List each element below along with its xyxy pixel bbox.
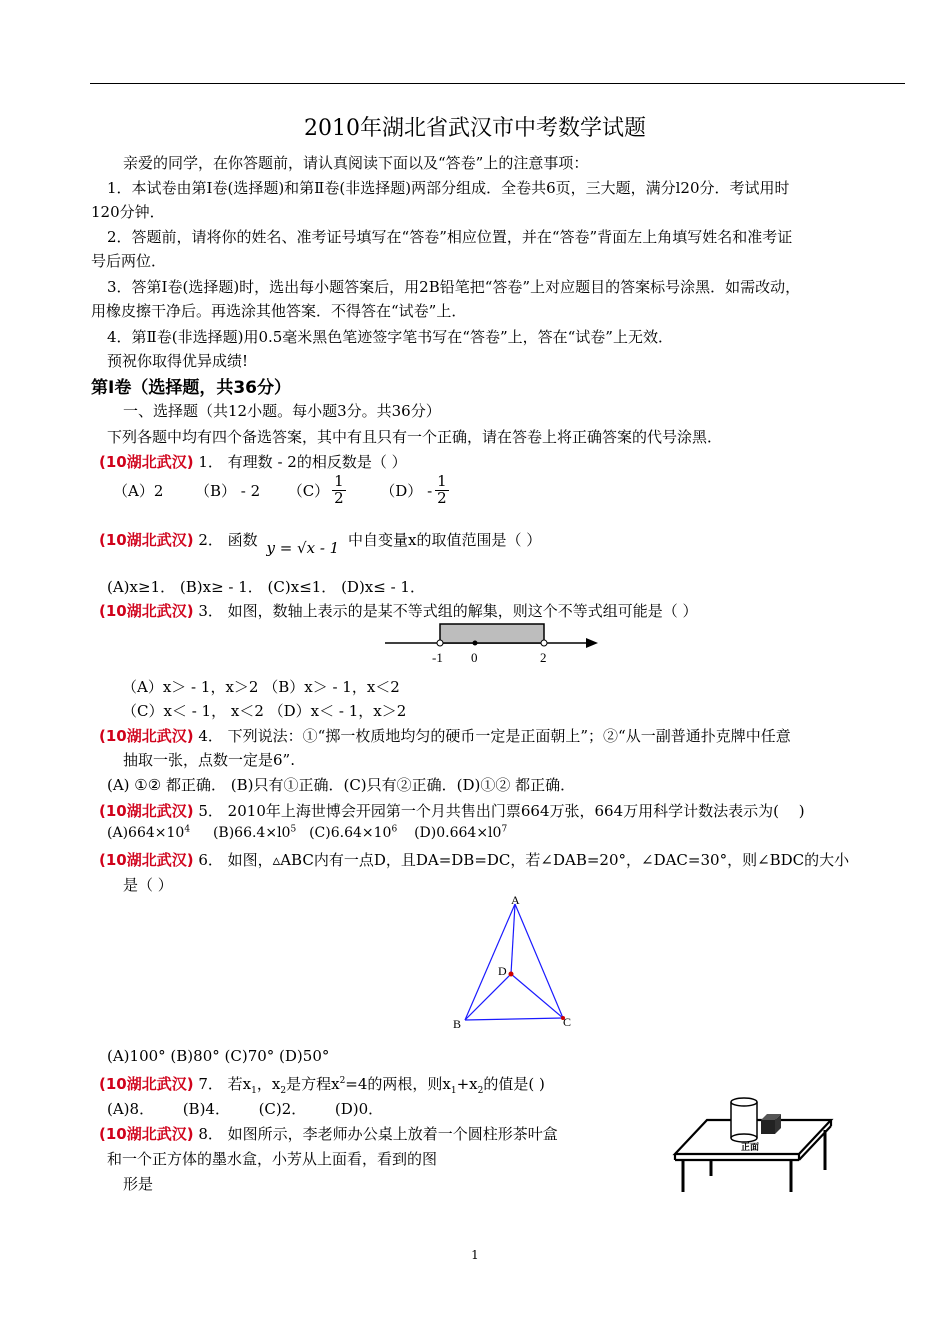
axis-label-neg1: -1	[432, 650, 443, 665]
fraction-denominator: 2	[334, 488, 344, 507]
label-a: A	[511, 893, 520, 907]
cylinder-base	[731, 1134, 757, 1142]
question-3-text: 3． 如图，数轴上表示的是某不等式组的解集，则这个不等式组可能是（ ）	[198, 602, 698, 620]
option-d	[414, 825, 507, 841]
option-a-exponent: 4	[184, 824, 191, 834]
instruction-1-line2: 120分钟．	[91, 203, 165, 221]
question-7-text-pre: 7． 若x	[198, 1075, 252, 1093]
fraction-numerator: 1	[437, 472, 447, 490]
question-2-formula: y = √x - 1	[266, 539, 340, 557]
question-7-stem	[99, 1073, 545, 1096]
source-tag: (10湖北武汉)	[99, 727, 194, 745]
header-rule	[90, 83, 905, 84]
page-number: 1	[471, 1248, 479, 1262]
segment-cd	[511, 974, 563, 1018]
label-b: B	[453, 1017, 462, 1031]
subscript-1: 1	[251, 1086, 257, 1096]
cylinder-body	[731, 1102, 757, 1138]
desk-figure	[665, 1090, 845, 1200]
question-1-text: 1． 有理数 - 2的相反数是（ ）	[198, 453, 407, 471]
option-c-exponent: 6	[391, 824, 398, 834]
axis-label-0: 0	[471, 650, 478, 665]
instruction-2-line2: 号后两位．	[91, 252, 167, 270]
question-5-text: 5． 2010年上海世博会开园第一个月共售出门票664万张，664万用科学计数法表示为( )	[198, 802, 805, 820]
segment-ad	[511, 904, 515, 974]
option-c-base: (C)6.64×10	[309, 824, 392, 841]
segment-bd	[465, 974, 511, 1020]
question-7-text: +x	[456, 1075, 478, 1093]
source-tag: (10湖北武汉)	[99, 453, 194, 471]
question-1-stem	[99, 451, 407, 472]
question-4-stem	[99, 725, 791, 746]
instruction-3-line1: 3．答第Ⅰ卷(选择题)时，选出每小题答案后，用2B铅笔把“答卷”上对应题目的答案标号涂黑．如需改动，	[107, 278, 801, 296]
point-d	[509, 972, 514, 977]
triangle-figure	[445, 890, 585, 1035]
instruction-2-line1: 2．答题前，请将你的姓名、准考证号填写在“答卷”相应位置，并在“答卷”背面左上角填写姓名和准考证	[107, 228, 793, 246]
cylinder-tea-box	[731, 1098, 757, 1142]
question-6-text-line1: 6． 如图，▵ABC内有一点D，且DA=DB=DC，若∠DAB=20°，∠DAC=30°，则∠BDC的大小	[198, 851, 850, 869]
option-b-exponent: 5	[290, 824, 297, 834]
cylinder-top	[731, 1098, 757, 1106]
option-d-label: （D） -	[380, 481, 433, 500]
question-7-text-post: 的值是( )	[483, 1075, 545, 1093]
cube-ink-box	[761, 1114, 781, 1134]
question-7-options: (A)8． (B)4． (C)2． (D)0．	[107, 1100, 384, 1118]
superscript-2: 2	[339, 1076, 346, 1086]
section-subheading: 一、选择题（共12小题。每小题3分。共36分）	[123, 402, 441, 420]
edge-ab	[465, 904, 515, 1020]
question-4-options: (A) ①② 都正确． (B)只有①正确．(C)只有②正确．(D)①② 都正确．	[107, 776, 576, 794]
section-description: 下列各题中均有四个备选答案，其中有且只有一个正确，请在答卷上将正确答案的代号涂黑．	[107, 428, 723, 446]
option-c-label: （C）	[287, 481, 330, 500]
question-8-text-line2: 和一个正方体的墨水盒，小芳从上面看，看到的图	[107, 1150, 438, 1168]
option-d-exponent: 7	[501, 824, 508, 834]
option-c	[309, 825, 397, 841]
question-3-options-ab: （A）x＞ - 1，x＞2 （B）x＞ - 1，x＜2	[122, 678, 400, 696]
question-2-options: (A)x≥1． (B)x≥ - 1． (C)x≤1． (D)x≤ - 1．	[107, 578, 425, 596]
question-3-stem	[99, 600, 697, 621]
section-heading: 第Ⅰ卷（选择题，共36分）	[91, 378, 291, 398]
label-d: D	[498, 964, 507, 978]
question-8-stem	[99, 1123, 558, 1144]
source-tag: (10湖北武汉)	[99, 1075, 194, 1093]
option-d-fraction	[435, 474, 449, 507]
question-7-text: ，x	[256, 1075, 281, 1093]
open-point-left	[437, 640, 443, 646]
question-4-text-line2: 抽取一张，点数一定是6”.	[123, 751, 295, 769]
instruction-4: 4．第Ⅱ卷(非选择题)用0.5毫米黑色笔迹签字笔书写在“答卷”上，答在“试卷”上无效．	[107, 328, 673, 346]
question-5-options	[107, 824, 507, 841]
question-6-stem	[99, 849, 849, 870]
source-tag: (10湖北武汉)	[99, 602, 194, 620]
option-b: （B） - 2	[194, 481, 261, 500]
instructions-intro: 亲爱的同学，在你答题前，请认真阅读下面以及“答卷”上的注意事项：	[123, 154, 589, 172]
question-5-stem	[99, 800, 805, 821]
axis-arrow	[586, 638, 598, 648]
fraction-numerator: 1	[334, 472, 344, 490]
origin-point	[473, 641, 478, 646]
question-6-options: (A)100° (B)80° (C)70° (D)50°	[107, 1047, 330, 1065]
option-d-base: (D)0.664×l0	[414, 824, 502, 841]
open-point-right	[541, 640, 547, 646]
question-6-text-line2: 是（ ）	[123, 876, 173, 894]
option-a	[107, 825, 190, 841]
axis-label-2: 2	[540, 650, 547, 665]
page-title: 2010年湖北省武汉市中考数学试题	[304, 116, 646, 141]
option-a: （A）2	[113, 481, 164, 500]
front-label: 正面	[741, 1143, 760, 1153]
instruction-3-line2: 用橡皮擦干净后。再选涂其他答案．不得答在“试卷”上．	[91, 302, 467, 320]
question-7-text: =4的两根，则x	[345, 1075, 451, 1093]
label-c: C	[563, 1015, 572, 1029]
source-tag: (10湖北武汉)	[99, 531, 194, 549]
subscript-2: 2	[280, 1086, 287, 1096]
question-3-options-cd: （C）x＜ - 1， x＜2 （D）x＜ - 1，x＞2	[122, 702, 407, 720]
option-c-fraction	[332, 474, 346, 507]
question-8-text-line3: 形是	[123, 1175, 154, 1193]
source-tag: (10湖北武汉)	[99, 802, 194, 820]
option-b	[213, 825, 296, 841]
question-4-text-line1: 4． 下列说法：①“掷一枚质地均匀的硬币一定是正面朝上”；②“从一副普通扑克牌中任意	[198, 727, 791, 745]
question-7-text: 是方程x	[286, 1075, 340, 1093]
cube-face	[761, 1120, 775, 1134]
option-a-base: (A)664×10	[107, 824, 185, 841]
question-1-options	[113, 474, 452, 507]
edge-bc	[465, 1018, 563, 1020]
solution-region	[440, 624, 544, 643]
question-8-text-line1: 8． 如图所示，李老师办公桌上放着一个圆柱形茶叶盒	[198, 1125, 558, 1143]
edge-ac	[515, 904, 563, 1018]
source-tag: (10湖北武汉)	[99, 1125, 194, 1143]
subscript-1: 1	[450, 1086, 457, 1096]
question-2-text-post: 中自变量x的取值范围是（ ）	[348, 531, 542, 549]
source-tag: (10湖北武汉)	[99, 851, 194, 869]
question-2-text-pre: 2． 函数	[198, 531, 258, 549]
subscript-2: 2	[477, 1086, 484, 1096]
instructions-wish: 预祝你取得优异成绩!	[107, 352, 249, 370]
number-line-figure	[380, 620, 610, 668]
question-2-stem	[99, 529, 542, 557]
option-b-base: (B)66.4×l0	[212, 824, 291, 841]
fraction-denominator: 2	[437, 488, 447, 507]
instruction-1-line1: 1．本试卷由第Ⅰ卷(选择题)和第Ⅱ卷(非选择题)两部分组成．全卷共6页，三大题，满分l20分．考试用时	[107, 179, 790, 197]
